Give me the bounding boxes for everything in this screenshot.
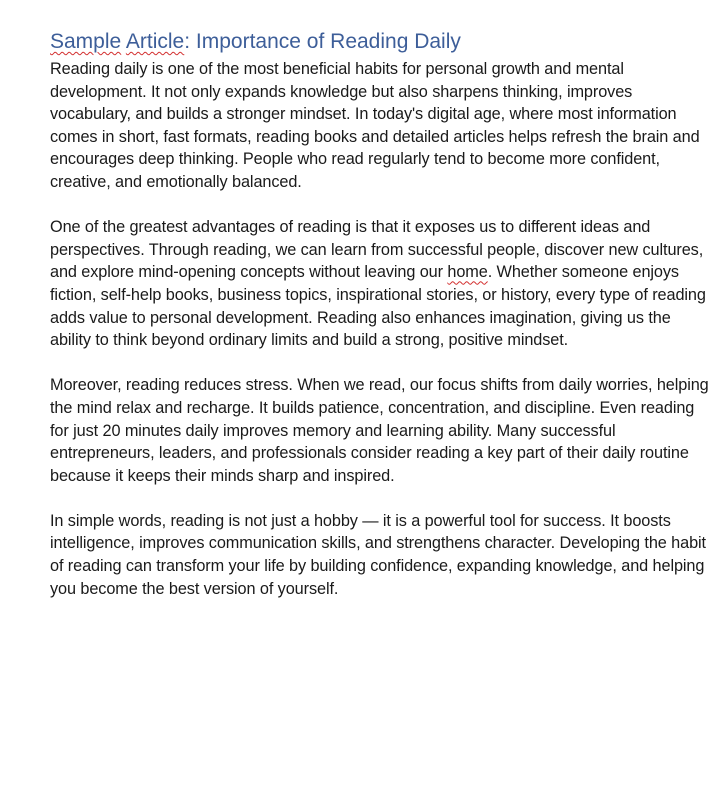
paragraph-2-text-before: One of the greatest advantages of reading is that it exposes us to different ideas and perspectives. Through reading, we can learn from successful people, discover new cultures, and explore mind-opening concepts without leaving our xyxy=(50,218,704,282)
spellcheck-flagged-word[interactable]: Article xyxy=(125,30,185,53)
document-page[interactable] xyxy=(50,28,712,623)
spellcheck-flagged-word[interactable]: Sample xyxy=(50,30,122,53)
article-title xyxy=(50,28,712,56)
paragraph-2 xyxy=(50,216,712,352)
title-text: : Importance of Reading Daily xyxy=(184,30,461,53)
paragraph-4: In simple words, reading is not just a hobby — it is a powerful tool for success. It boosts intelligence, improves communication skills, and strengthens character. Developing the habit of reading can transform your life by building confidence, expanding knowledge, and helping you become the best version of yourself. xyxy=(50,511,706,598)
paragraph-2-text-after: . Whether someone enjoys fiction, self-help books, business topics, inspirational stories, or history, every type of reading adds value to personal development. Reading also enhances imagination, giving us the ability to think beyond ordinary limits and build a strong, positive mindset. xyxy=(50,263,706,350)
paragraph-3: Moreover, reading reduces stress. When we read, our focus shifts from daily worries, helping the mind relax and recharge. It builds patience, concentration, and discipline. Even reading for just 20 minutes daily improves memory and learning ability. Many successful entrepreneurs, leaders, and professionals consider reading a key part of their daily routine because it keeps their minds sharp and inspired. xyxy=(50,376,709,485)
spellcheck-flagged-word[interactable]: home xyxy=(447,263,488,282)
paragraph-1: Reading daily is one of the most beneficial habits for personal growth and mental development. It not only expands knowledge but also sharpens thinking, improves vocabulary, and builds a stronger mindset. In today's digital age, where most information comes in short, fast formats, reading books and detailed articles helps refresh the brain and encourages deep thinking. People who read regularly tend to become more confident, creative, and emotionally balanced. xyxy=(50,60,700,191)
